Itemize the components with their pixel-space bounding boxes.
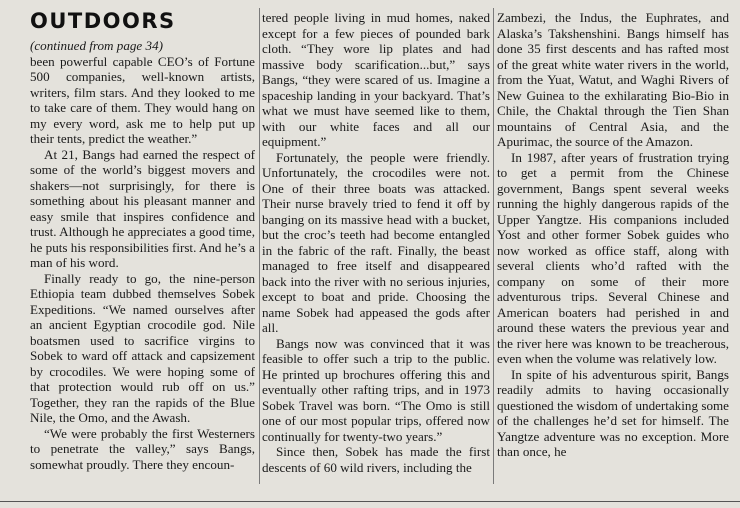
section-title: OUTDOORS <box>30 10 176 33</box>
column-divider <box>493 8 494 484</box>
article-paragraph: In 1987, after years of frustration trying to get a permit from the Chinese government, Bangs spent several weeks running the highly dangerous rapids of the Upper Yangtze. His companions included Yost and other former Sobek guides who now worked as office staff, along with several clients who’d rafted with the company on some of their more adventurous trips. Several Chinese and American boaters had perished in and around these waters the previous year and the river here was known to be treacherous, even when the volume was relatively low. <box>497 149 729 366</box>
article-paragraph: In spite of his adventurous spirit, Bangs readily admits to having occasionally questioned the wisdom of undertaking some of the challenges he’d set for himself. The Yangtze adventure was no exception. More than once, he <box>497 366 729 459</box>
article-paragraph: Zambezi, the Indus, the Euphrates, and Alaska’s Takshenshini. Bangs himself has done 35 first descents and has rafted most of the great white water rivers in the world, from the Yuat, Watut, and Waghi Rivers of New Guinea to the exhilarating Bio-Bio in Chile, the Chaktal through the Tien Shan mountains of Central Asia, and the Apurimac, the source of the Amazon. <box>497 10 729 149</box>
article-column-2 <box>262 10 490 492</box>
article-paragraph: Finally ready to go, the nine-person Ethiopia team dubbed themselves Sobek Expeditions. “We named ourselves after an ancient Egyptian crocodile god. Nile boatsmen used to sacrifice virgins to Sobek to ward off attack and capsizement by crocodiles. We were hoping some of that protection would rub off on us.” Together, they ran the rapids of the Blue Nile, the Omo, and the Awash. <box>30 270 255 425</box>
article-paragraph: At 21, Bangs had earned the respect of some of the world’s biggest movers and shakers—not surprisingly, for there is something about his pleasant manner and easy smile that inspires confidence and trust. Although he appreciates a good time, he puts his responsibilities first. And he’s a man of his word. <box>30 146 255 270</box>
article-paragraph: Since then, Sobek has made the first descents of 60 wild rivers, including the <box>262 444 490 475</box>
article-paragraph: Bangs now was convinced that it was feasible to offer such a trip to the public. He printed up brochures offering this and eventually other rafting trips, and in 1973 Sobek Travel was born. “The Omo is still one of our most popular trips, offered now continually for twenty-two years.” <box>262 335 490 444</box>
article-paragraph: tered people living in mud homes, naked except for a few pieces of pounded bark cloth. “They wore lip plates and had massive body scarification...but,” says Bangs, “they were scared of us. Imagine a spaceship landing in your backyard. That’s what we must have seemed like to them, with our white faces and all our equipment.” <box>262 10 490 149</box>
article-paragraph: been powerful capable CEO’s of Fortune 500 companies, well-known artists, writers, film stars. And they looked to me to take care of them. They would hang on my every word, ask me to help put up their tents, predict the weather.” <box>30 53 255 146</box>
continued-note: (continued from page 34) <box>30 38 163 53</box>
article-paragraph: “We were probably the first Westerners to penetrate the valley,” says Bangs, somewhat proudly. There they encoun- <box>30 425 255 472</box>
column-divider <box>259 8 260 484</box>
page-bottom-rule <box>0 501 740 502</box>
article-paragraph: Fortunately, the people were friendly. Unfortunately, the crocodiles were not. One of their three boats was attacked. Their nurse bravely tried to fend it off by banging on its massive head with a bucket, but the croc’s teeth had become entangled in the fabric of the raft. Finally, the beast managed to free itself and disappeared back into the river with no serious injuries, except to boat and pride. Choosing the name Sobek had appeased the gods after all. <box>262 149 490 335</box>
article-column-3 <box>497 10 729 492</box>
article-column-1 <box>30 10 255 492</box>
